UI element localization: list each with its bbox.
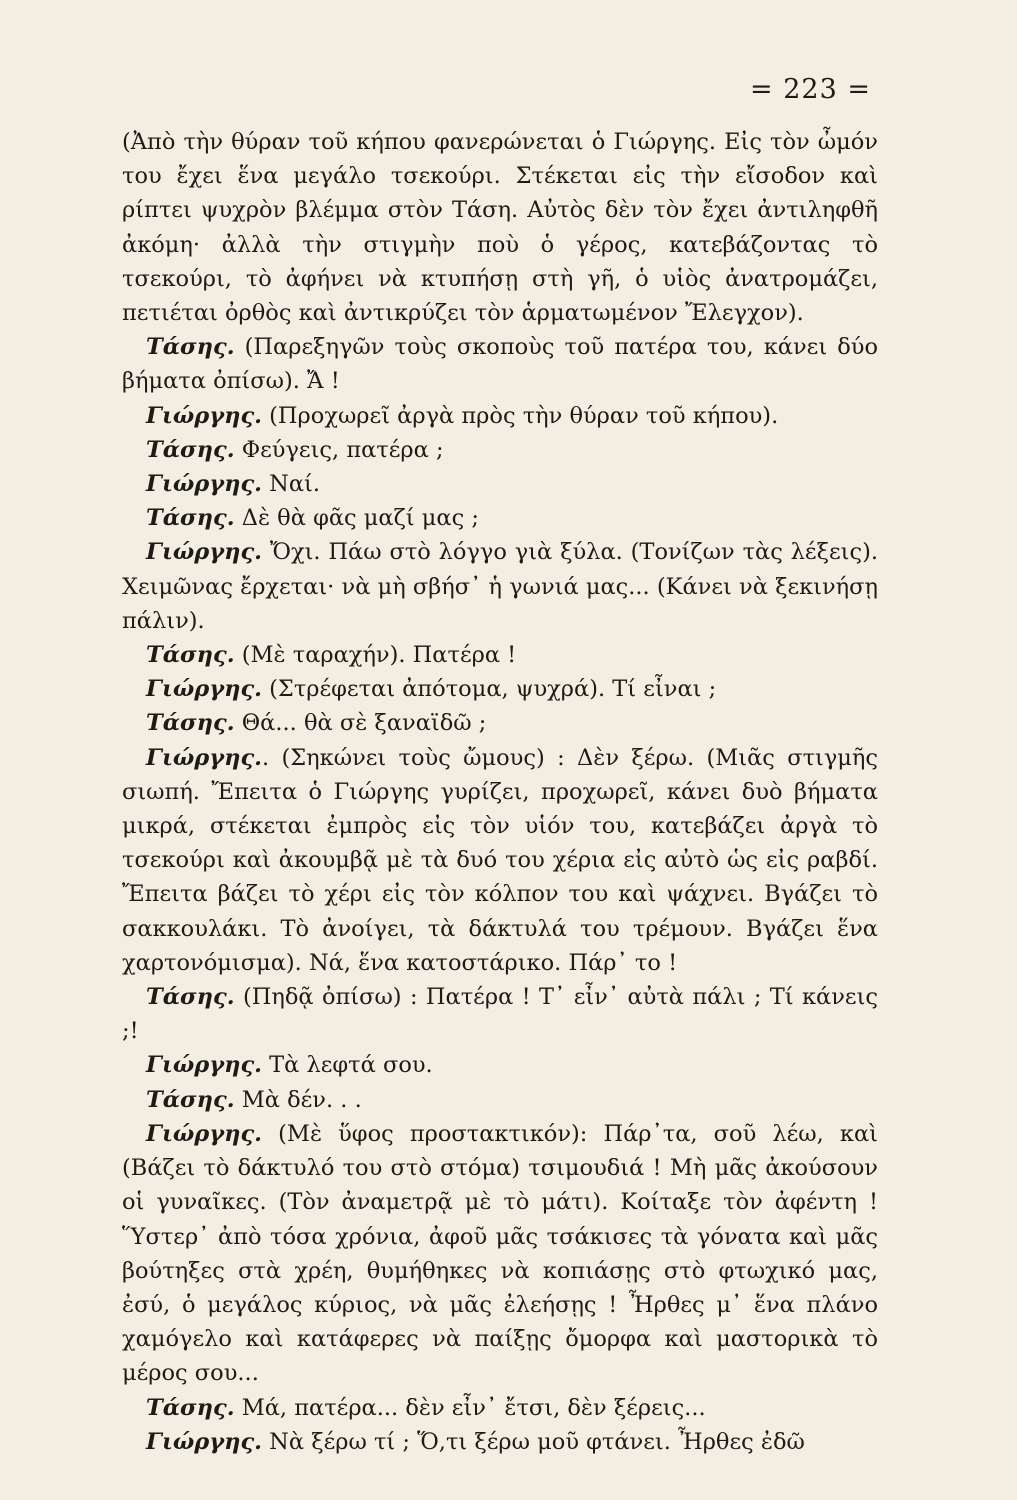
speaker-name: Γιώργης. — [146, 539, 262, 566]
speaker-name: Γιώργης. — [146, 1052, 262, 1079]
dialogue-text: Ναί. — [269, 471, 321, 498]
dialogue-text: (Προχωρεῖ ἀργὰ πρὸς τὴν θύραν τοῦ κήπου). — [269, 402, 779, 429]
speaker-name: Γιώργης. — [146, 471, 262, 498]
dialogue-line — [122, 330, 878, 398]
dialogue-text: Δὲ θὰ φᾶς μαζί μας ; — [241, 505, 479, 532]
speaker-name: Τάσης. — [146, 984, 235, 1011]
dialogue-text: (Παρεξηγῶν τοὺς σκοποὺς τοῦ πατέρα του, κάνει δύο βήματα ὀπίσω). Ἄ ! — [122, 334, 878, 395]
dialogue-text: Ὄχι. Πάω στὸ λόγγο γιὰ ξύλα. (Τονίζων τὰς λέξεις). Χειμῶνας ἔρχεται· νὰ μὴ σβήσ᾽ ἡ γωνιά μας... (Κάνει νὰ ξεκινήσῃ πάλιν). — [122, 539, 878, 634]
dialogue-line — [122, 1425, 878, 1459]
dialogue-line — [122, 741, 878, 980]
dialogue-text: . (Σηκώνει τοὺς ὤμους) : Δὲν ξέρω. (Μιᾶς στιγμῆς σιωπή. Ἔπειτα ὁ Γιώργης γυρίζει, προχωρεῖ, κάνει δυὸ βήματα μικρά, στέκεται ἐμπρὸς εἰς τὸν υἱόν του, κατεβάζει ἀργὰ τὸ τσεκούρι καὶ ἀκουμβᾷ μὲ τὰ δυό του χέρια εἰς αὐτὸ ὡς εἰς ραβδί. Ἔπειτα βάζει τὸ χέρι εἰς τὸν κόλπον του καὶ ψάχνει. Βγάζει τὸ σακκουλάκι. Τὸ ἀνοίγει, τὰ δάκτυλά του τρέμουν. Βγάζει ἕνα χαρτονόμισμα). Νά, ἕνα κατοστάρικο. Πάρ᾽ το ! — [122, 744, 878, 976]
speaker-name: Γιώργης. — [146, 1428, 262, 1455]
page-number-header — [750, 74, 871, 105]
dialogue-text: Μά, πατέρα... δὲν εἶν᾽ ἔτσι, δὲν ξέρεις... — [241, 1394, 706, 1421]
dialogue-line — [122, 672, 878, 706]
page-number: 223 — [783, 74, 838, 105]
speaker-name: Τάσης. — [146, 642, 235, 669]
dialogue-line — [122, 638, 878, 672]
dialogue-text: (Στρέφεται ἀπότομα, ψυχρά). Τί εἶναι ; — [269, 676, 717, 703]
page-body-text — [122, 125, 878, 1459]
speaker-name: Γιώργης. — [146, 402, 262, 429]
stage-direction-paragraph — [122, 125, 878, 330]
dialogue-text: Φεύγεις, πατέρα ; — [241, 436, 444, 463]
speaker-name: Τάσης. — [146, 710, 235, 737]
dialogue-line — [122, 501, 878, 535]
speaker-name: Τάσης. — [146, 436, 235, 463]
dialogue-text: (Μὲ ταραχήν). Πατέρα ! — [241, 642, 517, 669]
dialogue-line — [122, 1391, 878, 1425]
page-number-right-decoration: = — [847, 74, 871, 105]
dialogue-line — [122, 467, 878, 501]
dialogue-line — [122, 706, 878, 740]
speaker-name: Τάσης. — [146, 1394, 235, 1421]
dialogue-line — [122, 433, 878, 467]
dialogue-text: Τὰ λεφτά σου. — [269, 1052, 433, 1079]
dialogue-line — [122, 535, 878, 638]
speaker-name: Γιώργης. — [146, 676, 262, 703]
speaker-name: Γιώργης. — [146, 1120, 262, 1147]
speaker-name: Τάσης. — [146, 1086, 235, 1113]
dialogue-line — [122, 1048, 878, 1082]
dialogue-text: Μὰ δέν. . . — [241, 1086, 362, 1113]
dialogue-line — [122, 399, 878, 433]
speaker-name: Τάσης. — [146, 505, 235, 532]
dialogue-text: Νὰ ξέρω τί ; Ὅ,τι ξέρω μοῦ φτάνει. Ἦρθες ἐδῶ — [269, 1428, 805, 1455]
page-number-left-decoration: = — [750, 74, 774, 105]
dialogue-text: Θά... θὰ σὲ ξαναϊδῶ ; — [241, 710, 487, 737]
speaker-name: Τάσης. — [146, 334, 235, 361]
dialogue-line — [122, 1117, 878, 1391]
dialogue-text: (Πηδᾷ ὀπίσω) : Πατέρα ! Τ᾽ εἶν᾽ αὐτὰ πάλι ; Τί κάνεις ;! — [122, 984, 879, 1045]
dialogue-line — [122, 1083, 878, 1117]
dialogue-text: (Μὲ ὕφος προστακτικόν): Πάρ᾽τα, σοῦ λέω, καὶ (Βάζει τὸ δάκτυλό του στὸ στόμα) τσιμουδιά ! Μὴ μᾶς ἀκούσουν οἱ γυναῖκες. (Τὸν ἀναμετρᾷ μὲ τὸ μάτι). Κοίταξε τὸν ἀφέντη ! Ὕστερ᾽ ἀπὸ τόσα χρόνια, ἀφοῦ μᾶς τσάκισες τὰ γόνατα καὶ μᾶς βούτηξες στὰ χρέη, θυμήθηκες νὰ κοπιάσῃς στὸ φτωχικό μας, ἐσύ, ὁ μεγάλος κύριος, νὰ μᾶς ἐλεήσῃς ! Ἦρθες μ᾽ ἕνα πλάνο χαμόγελο καὶ κατάφερες νὰ παίξῃς ὄμορφα καὶ μαστορικὰ τὸ μέρος σου... — [122, 1120, 878, 1387]
dialogue-line — [122, 980, 878, 1048]
paragraph-text: (Ἀπὸ τὴν θύραν τοῦ κήπου φανερώνεται ὁ Γιώργης. Εἰς τὸν ὦμόν του ἔχει ἕνα μεγάλο τσεκούρι. Στέκεται εἰς τὴν εἴσοδον καὶ ρίπτει ψυχρὸν βλέμμα στὸν Τάση. Αὐτὸς δὲν τὸν ἔχει ἀντιληφθῆ ἀκόμη· ἀλλὰ τὴν στιγμὴν ποὺ ὁ γέρος, κατεβάζοντας τὸ τσεκούρι, τὸ ἀφήνει νὰ κτυπήσῃ στὴ γῆ, ὁ υἱὸς ἀνατρομάζει, πετιέται ὀρθὸς καὶ ἀντικρύζει τὸν ἁρματωμένον Ἔλεγχον). — [122, 129, 878, 327]
speaker-name: Γιώργης. — [146, 744, 262, 771]
